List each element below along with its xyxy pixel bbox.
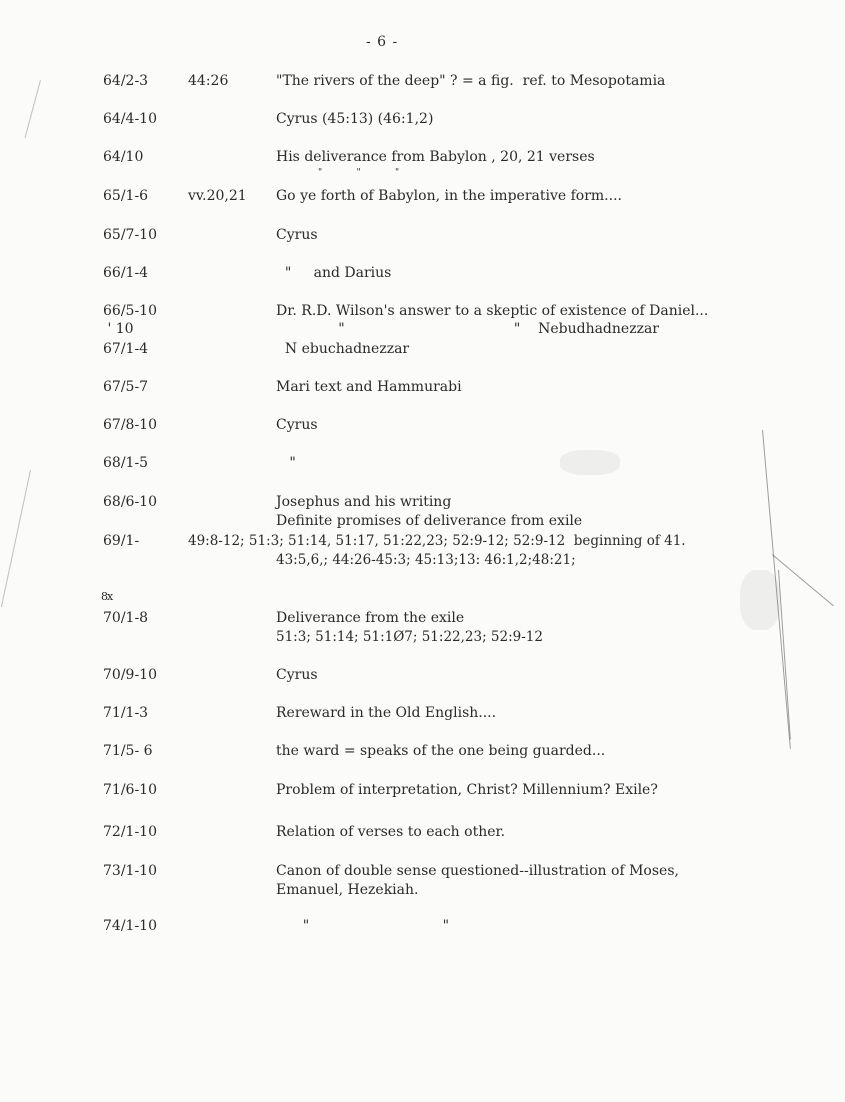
- entry-verse: 49:8-12; 51:3; 51:14, 51:17, 51:22,23; 52:9-12; 52:9-12 beginning of 41.: [188, 533, 686, 549]
- smudge: [740, 570, 780, 630]
- entry-ref: 64/2-3: [103, 73, 149, 89]
- entry-desc: His deliverance from Babylon , 20, 21 verses: [276, 149, 595, 165]
- entry-ref: 65/1-6: [103, 188, 149, 204]
- entry-desc: Cyrus: [276, 417, 318, 433]
- entry-desc: Josephus and his writing: [276, 494, 452, 510]
- entry-ref: 67/5-7: [103, 379, 149, 395]
- entry-desc: Go ye forth of Babylon, in the imperative form....: [276, 188, 622, 204]
- entry-ref: 71/5- 6: [103, 743, 153, 759]
- entry-desc: 51:3; 51:14; 51:1Ø7; 51:22,23; 52:9-12: [276, 629, 543, 645]
- entry-ref: 71/1-3: [103, 705, 149, 721]
- entry-desc: 43:5,6,; 44:26-45:3; 45:13;13: 46:1,2;48:21;: [276, 552, 576, 568]
- entry-desc: Cyrus: [276, 227, 318, 243]
- entry-ref: 70/9-10: [103, 667, 157, 683]
- entry-desc: Problem of interpretation, Christ? Millennium? Exile?: [276, 782, 658, 798]
- entry-ref: 68/1-5: [103, 455, 149, 471]
- entry-ref: 66/5-10: [103, 303, 157, 319]
- entry-ref: 69/1-: [103, 533, 140, 549]
- page-number: - 6 -: [366, 34, 399, 50]
- entry-desc: " and Darius: [276, 265, 392, 281]
- crease-line: [1, 470, 31, 607]
- entry-desc: Canon of double sense questioned--illustration of Moses,: [276, 863, 679, 879]
- entry-desc: " " Nebudhadnezzar: [276, 321, 659, 337]
- ditto-marks: " " ": [318, 168, 400, 178]
- entry-desc: Definite promises of deliverance from exile: [276, 513, 583, 529]
- margin-note: 8x: [101, 590, 113, 603]
- entry-verse: 44:26: [188, 73, 229, 89]
- entry-desc: Emanuel, Hezekiah.: [276, 882, 419, 898]
- entry-desc: " ": [276, 918, 450, 934]
- entry-verse: vv.20,21: [188, 188, 247, 204]
- entry-ref: 71/6-10: [103, 782, 157, 798]
- entry-ref: 73/1-10: [103, 863, 157, 879]
- entry-desc: "The rivers of the deep" ? = a fig. ref. to Mesopotamia: [276, 73, 666, 89]
- entry-ref: 64/10: [103, 149, 144, 165]
- entry-ref: 65/7-10: [103, 227, 157, 243]
- entry-desc: the ward = speaks of the one being guarded...: [276, 743, 606, 759]
- entry-ref: 70/1-8: [103, 610, 149, 626]
- entry-desc: Mari text and Hammurabi: [276, 379, 462, 395]
- entry-ref: 66/1-4: [103, 265, 149, 281]
- entry-ref: ' 10: [103, 321, 134, 337]
- entry-ref: 64/4-10: [103, 111, 157, 127]
- entry-desc: ": [276, 455, 296, 471]
- entry-desc: Deliverance from the exile: [276, 610, 465, 626]
- entry-desc: Rereward in the Old English....: [276, 705, 497, 721]
- crease-line: [24, 80, 40, 138]
- entry-desc: Relation of verses to each other.: [276, 824, 506, 840]
- entry-desc: Cyrus (45:13) (46:1,2): [276, 111, 434, 127]
- entry-desc: Dr. R.D. Wilson's answer to a skeptic of existence of Daniel...: [276, 303, 709, 319]
- entry-desc: Cyrus: [276, 667, 318, 683]
- crease-line: [778, 570, 791, 740]
- entry-ref: 67/1-4: [103, 341, 149, 357]
- entry-ref: 74/1-10: [103, 918, 157, 934]
- entry-ref: 68/6-10: [103, 494, 157, 510]
- entry-ref: 72/1-10: [103, 824, 157, 840]
- smudge: [560, 450, 620, 475]
- entry-ref: 67/8-10: [103, 417, 157, 433]
- crease-line: [772, 554, 834, 606]
- entry-desc: N ebuchadnezzar: [276, 341, 410, 357]
